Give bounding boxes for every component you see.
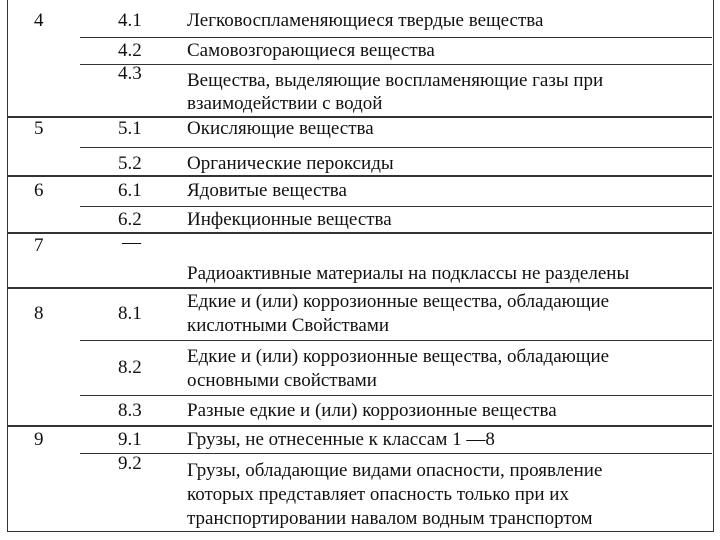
subclass-number: 4.2	[118, 40, 142, 61]
substance-description: Самовозгорающиеся вещества	[187, 40, 435, 61]
subclass-number: 4.1	[118, 10, 142, 31]
subclass-number: 8.3	[118, 400, 142, 421]
substance-description-cont: основными свойствами	[187, 370, 377, 391]
subclass-number: 8.1	[118, 303, 142, 324]
substance-description: Едкие и (или) коррозионные вещества, обладающие	[187, 291, 610, 312]
subclass-number: 4.3	[118, 63, 142, 84]
subclass-dash: —	[122, 232, 141, 253]
row-divider	[80, 395, 712, 396]
substance-description: Вещества, выделяющие воспламеняющие газы при	[187, 70, 604, 91]
row-divider	[80, 64, 712, 65]
substance-description: Грузы, обладающие видами опасности, проявление	[187, 460, 603, 481]
substance-description-cont: кислотными Свойствами	[187, 315, 390, 336]
class-number: 6	[34, 180, 44, 201]
subclass-number: 9.2	[118, 453, 142, 474]
substance-description: Легковоспламеняющиеся твердые вещества	[187, 10, 544, 31]
substance-description-cont: транспортировании навалом водным транспортом	[187, 508, 593, 529]
class-number: 7	[34, 235, 44, 256]
substance-description: Разные едкие и (или) коррозионные вещества	[187, 400, 557, 421]
class-number: 4	[34, 10, 44, 31]
class-number: 9	[34, 429, 44, 450]
class-divider	[7, 425, 712, 427]
class-number: 8	[34, 303, 44, 324]
row-divider	[80, 340, 712, 341]
class-number: 5	[34, 118, 44, 139]
substance-description: Органические пероксиды	[187, 153, 394, 174]
substance-description: Грузы, не отнесенные к классам 1 —8	[187, 429, 495, 450]
substance-description-cont: которых представляет опасность только при их	[187, 484, 569, 505]
subclass-number: 5.1	[118, 118, 142, 139]
substance-description-cont: взаимодействии с водой	[187, 93, 383, 114]
class-divider	[7, 232, 712, 234]
row-divider	[80, 206, 712, 207]
substance-description: Инфекционные вещества	[187, 209, 392, 230]
class-divider	[7, 175, 712, 177]
subclass-number: 5.2	[118, 153, 142, 174]
subclass-number: 6.2	[118, 209, 142, 230]
subclass-number: 6.1	[118, 180, 142, 201]
row-divider	[80, 453, 712, 454]
subclass-number: 9.1	[118, 429, 142, 450]
substance-description: Ядовитые вещества	[187, 180, 347, 201]
substance-description: Едкие и (или) коррозионные вещества, обладающие	[187, 346, 610, 367]
subclass-number: 8.2	[118, 357, 142, 378]
row-divider	[80, 147, 712, 148]
substance-description: Радиоактивные материалы на подклассы не разделены	[187, 263, 630, 284]
substance-description: Окисляющие вещества	[187, 118, 374, 139]
row-divider	[80, 37, 712, 38]
class-divider	[7, 287, 712, 289]
